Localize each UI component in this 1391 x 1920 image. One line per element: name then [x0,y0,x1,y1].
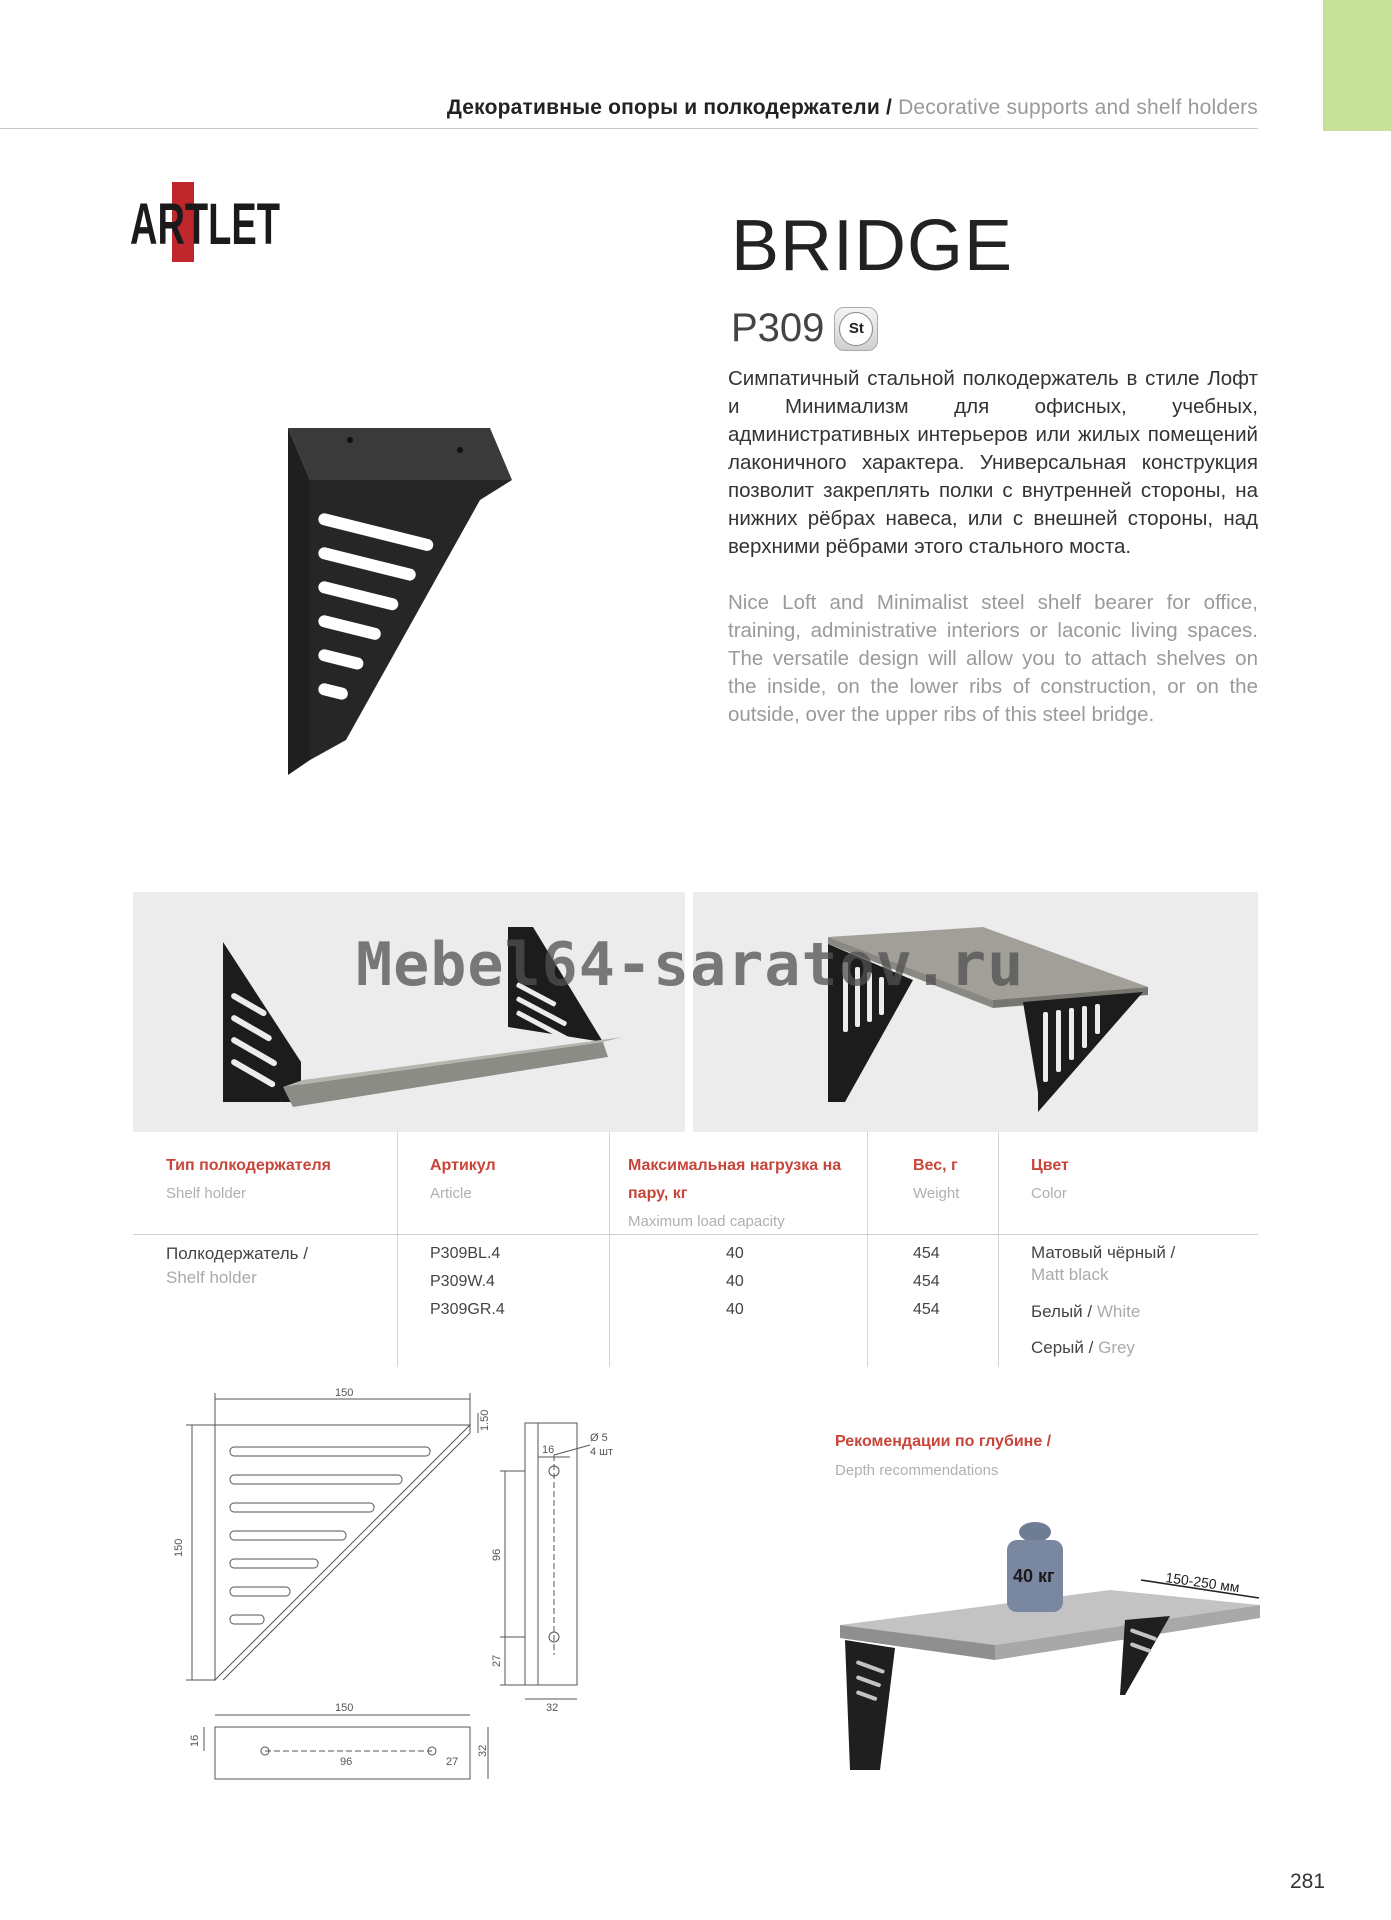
dim-27-front: 27 [491,1654,503,1667]
depth-range: 150-250 мм [1164,1569,1241,1596]
cell-load: 40 [726,1245,744,1262]
table-divider [867,1132,868,1367]
page-number: 281 [1290,1870,1326,1893]
dim-16-front: 16 [542,1444,555,1456]
cell-load: 40 [726,1273,744,1290]
th-weight-en: Weight [913,1185,960,1202]
th-load [628,1152,858,1236]
th-article-ru: Артикул [430,1157,496,1174]
dim-thickness: 1.50 [479,1409,491,1431]
cell-color-grey [1031,1338,1135,1358]
color-grey-en: Grey [1098,1338,1135,1357]
product-code-row [731,306,878,351]
weight-label: 40 кг [1013,1566,1055,1586]
product-name: BRIDGE [731,206,1014,286]
color-black-ru: Матовый чёрный / [1031,1243,1176,1262]
photo-inside-mount [133,892,685,1132]
cell-type-en: Shelf holder [166,1268,257,1287]
th-load-en: Maximum load capacity [628,1213,785,1230]
th-type [166,1152,331,1208]
header-rule [0,128,1258,129]
cell-load: 40 [726,1301,744,1318]
steel-badge-label: St [839,312,873,346]
th-color-en: Color [1031,1185,1067,1202]
color-white-en: White [1096,1302,1141,1321]
dim-96-top: 96 [340,1756,353,1768]
watermark: Mebel64-saratov.ru [356,930,1025,1000]
cell-color-white [1031,1302,1140,1322]
color-white-ru: Белый / [1031,1302,1093,1321]
depth-title-en: Depth recommendations [835,1462,999,1479]
table-row [430,1240,500,1268]
dim-height: 150 [173,1538,185,1557]
cell-type [166,1242,308,1290]
header-title-ru: Декоративные опоры и полкодержатели / [446,96,893,119]
depth-title-ru: Рекомендации по глубине / [835,1433,1052,1450]
steel-badge [834,307,878,351]
th-weight [913,1152,959,1208]
cell-color-black [1031,1242,1175,1286]
th-article-en: Article [430,1185,472,1202]
th-type-ru: Тип полкодержателя [166,1157,331,1174]
cell-type-ru: Полкодержатель / [166,1244,308,1263]
cell-weight: 454 [913,1245,940,1262]
dim-96-front: 96 [491,1548,503,1561]
cell-article: P309W.4 [430,1273,495,1290]
dim-32-top: 32 [477,1744,489,1757]
artlet-logo [130,182,280,267]
table-divider [998,1132,999,1367]
dim-27-top: 27 [446,1756,459,1768]
dim-hole-dia: Ø 5 [590,1432,608,1444]
section-tab [1323,0,1391,131]
table-divider [609,1132,610,1367]
logo-text: ARTLET [130,192,280,257]
table-row [430,1296,505,1324]
dim-width: 150 [335,1387,354,1399]
th-color [1031,1152,1069,1208]
dim-16-top: 16 [189,1734,201,1747]
bracket-render [280,420,580,785]
th-load-ru: Максимальная нагрузка на пару, кг [628,1157,842,1202]
product-code: P309 [731,306,825,350]
technical-drawing [170,1385,630,1810]
th-weight-ru: Вес, г [913,1157,958,1174]
header-title-en: Decorative supports and shelf holders [898,96,1258,119]
th-type-en: Shelf holder [166,1185,247,1202]
description-ru: Симпатичный стальной полкодержатель в стиле Лофт и Минимализм для офисных, учебных, административных интерьеров или жилых помещений лаконичного характера. Универсальная конструкция позволит закреплять полки с внутренней стороны, на нижних рёбрах навеса, или с внешней стороны, над верхними рёбрами этого стального моста. [728,367,1258,558]
cell-article: P309GR.4 [430,1301,505,1318]
photo-outside-mount [693,892,1258,1132]
description-en: Nice Loft and Minimalist steel shelf bearer for office, training, administrative interiors or laconic living spaces. The versatile design will allow you to attach shelves on the inside, on the lower ribs of construction, or on the outside, over the upper ribs of this steel bridge. [728,591,1258,726]
cell-weight: 454 [913,1301,940,1318]
dim-32-front: 32 [546,1702,559,1714]
color-black-en: Matt black [1031,1265,1109,1284]
section-header [447,96,1258,120]
depth-illustration [835,1520,1265,1795]
table-divider [397,1132,398,1367]
dim-hole-count: 4 шт [590,1446,614,1458]
color-grey-ru: Серый / [1031,1338,1094,1357]
th-color-ru: Цвет [1031,1157,1069,1174]
table-row [430,1268,495,1296]
cell-article: P309BL.4 [430,1245,501,1262]
cell-weight: 454 [913,1273,940,1290]
th-article [430,1152,496,1208]
dim-width-top: 150 [335,1702,354,1714]
